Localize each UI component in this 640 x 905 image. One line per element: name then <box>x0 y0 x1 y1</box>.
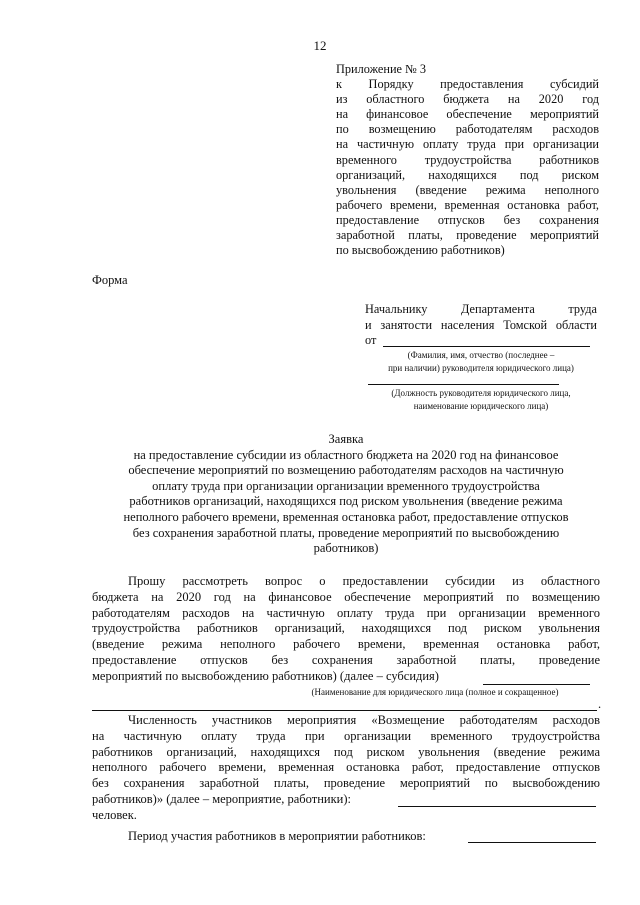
title-line: работников организаций, находящихся под риском увольнения (введение режима <box>129 494 563 509</box>
period-label: Период участия работников в мероприятии работников: <box>128 829 426 843</box>
request-paragraph <box>92 574 600 685</box>
title-line: на предоставление субсидии из областного бюджета на 2020 год на финансовое <box>133 447 559 462</box>
title-line: неполного рабочего времени, временная остановка работ, предоставление отпусков <box>123 509 569 524</box>
position-note: (Должность руководителя юридического лица, наименование юридического лица) <box>391 388 571 411</box>
paragraph-line: бюджета на 2020 год на финансовое обеспечение мероприятий по возмещению <box>92 589 600 604</box>
appendix-line: организаций, находящихся под риском <box>336 167 599 182</box>
appendix-line: Приложение № 3 <box>336 62 427 76</box>
title-line: без сохранения заработной платы, проведение мероприятий по высвобождению <box>132 525 560 540</box>
appendix-line: заработной платы, проведение мероприятий <box>336 228 599 243</box>
appendix-header <box>336 62 599 258</box>
title-line: работников) <box>313 541 379 556</box>
org-full-fill-line[interactable] <box>92 710 597 711</box>
name-note: (Фамилия, имя, отчество (последнее – при наличии) руководителя юридического лица) <box>388 350 574 373</box>
org-line-end-dot: . <box>598 697 602 711</box>
application-title <box>92 432 600 557</box>
paragraph-line: работников организаций, находящихся под риском увольнения (введение режима <box>92 744 600 759</box>
appendix-line: на частичную оплату труда при организации <box>336 137 599 152</box>
paragraph-line: без сохранения заработной платы, проведение мероприятий по высвобождению <box>92 776 600 791</box>
appendix-line: к Порядку предоставления субсидий <box>336 77 599 92</box>
title-heading: Заявка <box>328 432 364 446</box>
paragraph-line: (введение режима неполного рабочего времени, временная остановка работ, <box>92 637 600 652</box>
title-line: обеспечение мероприятий по возмещению работодателям расходов на частичную <box>128 463 564 478</box>
org-name-note: (Наименование для юридического лица (полное и сокращенное) <box>311 687 559 697</box>
participants-count-fill-line[interactable] <box>398 806 596 807</box>
addressee-line: Начальнику Департамента труда <box>365 302 597 316</box>
appendix-line: на финансовое обеспечение мероприятий <box>336 107 599 122</box>
paragraph-line: на частичную оплату труда при организации временного трудоустройства <box>92 728 600 743</box>
from-label: от <box>365 333 377 347</box>
appendix-line: временного трудоустройства работников <box>336 152 599 167</box>
paragraph-line: неполного рабочего времени, временная остановка работ, предоставление отпусков <box>92 760 600 775</box>
appendix-line: предоставление отпусков без сохранения <box>336 212 599 227</box>
addressee-line: и занятости населения Томской области <box>365 318 597 332</box>
name-fill-line[interactable] <box>383 346 590 347</box>
paragraph-line: трудоустройства работников организаций, находящихся под риском увольнения <box>92 621 600 636</box>
paragraph-line: предоставление отпусков без сохранения заработной платы, проведение <box>92 652 600 667</box>
position-fill-line[interactable] <box>368 384 559 385</box>
addressee-block <box>365 301 597 333</box>
participants-unit: человек. <box>92 807 137 822</box>
appendix-line: увольнения (введение режима неполного <box>336 182 599 197</box>
org-short-fill-line[interactable] <box>483 684 590 685</box>
paragraph-line: Численность участников мероприятия «Возмещение работодателям расходов <box>128 713 600 727</box>
page-number: 12 <box>313 38 327 53</box>
appendix-line: из областного бюджета на 2020 год <box>336 92 599 107</box>
paragraph-line: работников)» (далее – мероприятие, работники): <box>92 791 351 806</box>
paragraph-line: мероприятий по высвобождению работников) (далее – субсидия) <box>92 668 439 683</box>
appendix-line: по высвобождению работников) <box>336 243 505 258</box>
period-fill-line[interactable] <box>468 842 596 843</box>
form-label: Форма <box>92 273 128 287</box>
title-line: оплату труда при организации организации временного трудоустройства <box>152 478 540 493</box>
paragraph-line: работодателям расходов на частичную оплату труда при организации временного <box>92 605 600 620</box>
appendix-line: рабочего времени, временная остановка работ, <box>336 197 599 212</box>
paragraph-line: Прошу рассмотреть вопрос о предоставлении субсидии из областного <box>128 574 600 588</box>
appendix-line: по возмещению работодателям расходов <box>336 122 599 137</box>
